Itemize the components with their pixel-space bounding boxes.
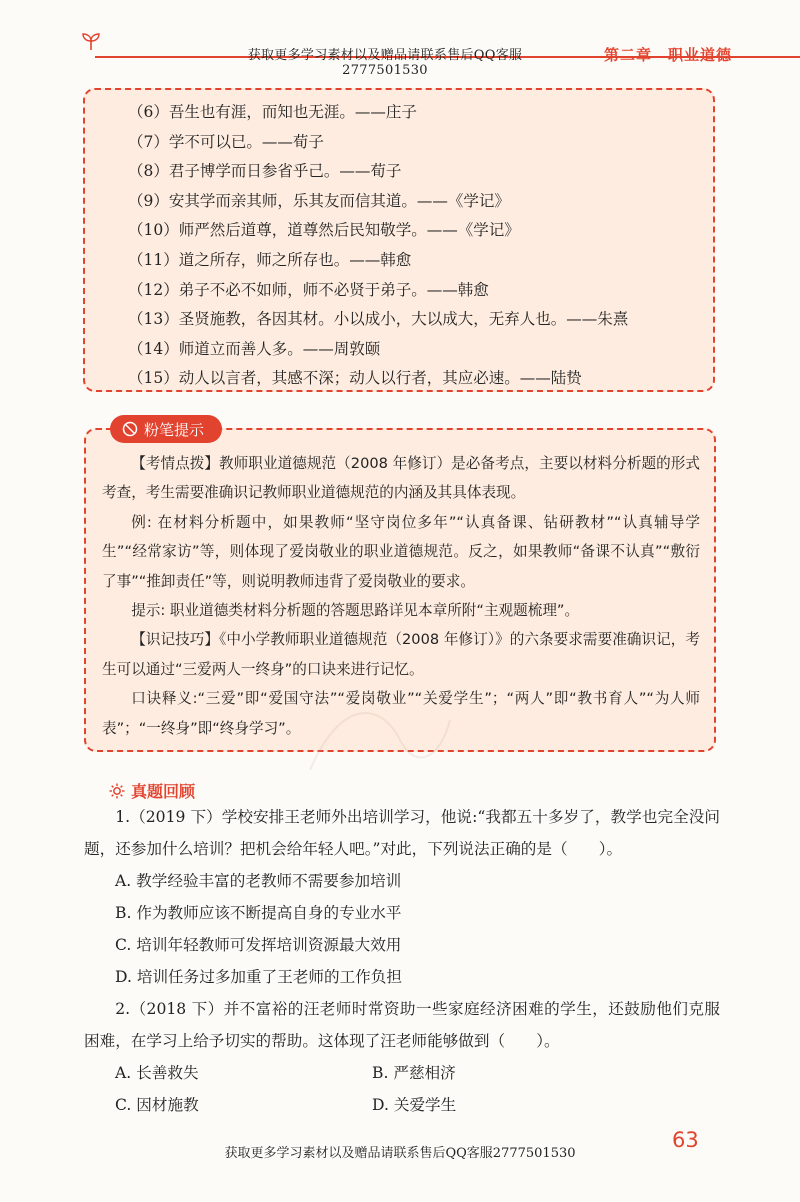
sprout-icon (80, 30, 102, 52)
footer-watermark: 获取更多学习素材以及赠品请联系售后QQ客服2777501530 (224, 1146, 576, 1161)
tips-paragraph: 【考情点拨】教师职业道德规范（2008 年修订）是必备考点，主要以材料分析题的形式考查，考生需要准确识记教师职业道德规范的内涵及其具体表现。 (102, 455, 700, 502)
q1-option-a: A. 教学经验丰富的老教师不需要参加培训 (115, 872, 402, 890)
q1-option-c: C. 培训年轻教师可发挥培训资源最大效用 (115, 936, 402, 954)
q2-options-row-2 (84, 1089, 720, 1121)
sun-icon (109, 783, 125, 799)
quote-item: （11）道之所存，师之所存也。——韩愈 (128, 250, 412, 269)
tips-content (102, 449, 700, 743)
quote-item: （15）动人以言者，其感不深；动人以行者，其应必速。——陆贽 (128, 369, 582, 388)
q1-option-d: D. 培训任务过多加重了王老师的工作负担 (115, 968, 402, 986)
tips-paragraph: 【识记技巧】《中小学教师职业道德规范（2008 年修订）》的六条要求需要准确识记，考生可以通过“三爱两人一终身”的口诀来进行记忆。 (102, 631, 700, 678)
q2-option-d: D. 关爱学生 (372, 1096, 457, 1114)
page-number: 63 (672, 1128, 699, 1152)
review-heading (109, 779, 195, 802)
quote-item: （13）圣贤施教，各因其材。小以成小，大以成大，无弃人也。——朱熹 (128, 310, 629, 329)
q2-options-row-1 (84, 1057, 720, 1089)
quote-item: （12）弟子不必不如师，师不必贤于弟子。——韩愈 (128, 280, 489, 299)
question-1: 1.（2019 下）学校安排王老师外出培训学习，他说:“我都五十多岁了，教学也完全没问题，还参加什么培训？把机会给年轻人吧。”对此，下列说法正确的是（ ）。 (84, 808, 720, 858)
quote-item: （10）师严然后道尊，道尊然后民知敬学。——《学记》 (128, 221, 520, 240)
tips-badge-label: 粉笔提示 (144, 420, 205, 439)
quote-item: （14）师道立而善人多。——周敦颐 (128, 339, 381, 358)
tips-paragraph: 口诀释义:“三爱”即“爱国守法”“爱岗敬业”“关爱学生”；“两人”即“教书育人”“为人师表”；“一终身”即“终身学习”。 (102, 690, 700, 737)
tips-paragraph: 提示: 职业道德类材料分析题的答题思路详见本章所附“主观题梳理”。 (131, 602, 580, 620)
no-entry-icon (122, 421, 138, 437)
chapter-title: 第二章 职业道德 (604, 46, 733, 64)
questions (84, 801, 720, 1121)
tips-badge (110, 415, 222, 443)
q2-option-b: B. 严慈相济 (372, 1064, 456, 1082)
q2-option-c: C. 因材施教 (115, 1096, 199, 1114)
question-2: 2.（2018 下）并不富裕的汪老师时常资助一些家庭经济困难的学生，还鼓励他们克服困难，在学习上给予切实的帮助。这体现了汪老师能够做到（ ）。 (84, 1000, 720, 1050)
q1-option-b: B. 作为教师应该不断提高自身的专业水平 (115, 904, 402, 922)
quote-item: （7）学不可以已。——荀子 (128, 132, 324, 151)
tips-paragraph: 例: 在材料分析题中，如果教师“坚守岗位多年”“认真备课、钻研教材”“认真辅导学生”“经常家访”等，则体现了爱岗敬业的职业道德规范。反之，如果教师“备课不认真”“敷衍了事”“推卸责任”等，则说明教师违背了爱岗敬业的要求。 (102, 513, 700, 590)
quote-item: （8）君子博学而日参省乎己。——荀子 (128, 162, 402, 181)
q2-option-a: A. 长善救失 (115, 1064, 199, 1082)
quotes-list (128, 98, 628, 394)
quote-item: （9）安其学而亲其师，乐其友而信其道。——《学记》 (128, 191, 510, 210)
review-title: 真题回顾 (131, 782, 196, 801)
header-watermark: 获取更多学习素材以及赠品请联系售后QQ客服2777501530 (247, 48, 523, 78)
quote-item: （6）吾生也有涯，而知也无涯。——庄子 (128, 103, 417, 121)
